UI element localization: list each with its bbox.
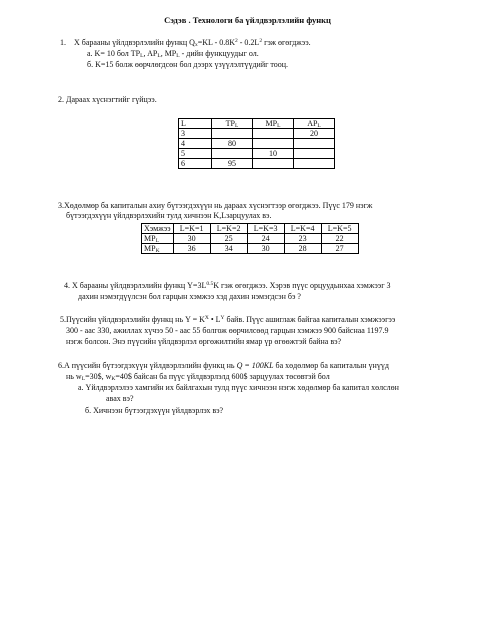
table-cell: 34 xyxy=(210,244,247,254)
q1-sup1: 2 xyxy=(235,38,238,44)
table-cell xyxy=(212,149,253,159)
table-cell: 95 xyxy=(212,159,253,169)
q6-line2-pre: нь w xyxy=(66,372,82,381)
table-row xyxy=(179,139,335,149)
question-5-line-1 xyxy=(60,315,395,325)
q2-table xyxy=(178,118,335,169)
table-cell: 20 xyxy=(294,129,335,139)
q3-header-cell: L=K=1 xyxy=(173,224,210,234)
q2-header-cell: $MP_L$ xyxy=(253,119,294,129)
q3-header-cell: L=K=5 xyxy=(321,224,358,234)
q2-header-row xyxy=(179,119,335,129)
q1-a-pre: a. K= 10 бол TP xyxy=(87,49,141,58)
table-cell: 3 xyxy=(179,129,212,139)
table-cell: 24 xyxy=(247,234,284,244)
table-cell: 4 xyxy=(179,139,212,149)
q5-pre: 5.Пүүсийн үйлдвэрлэлийн функц нь Y = K xyxy=(60,315,205,324)
table-cell: 10 xyxy=(253,149,294,159)
table-cell: 5 xyxy=(179,149,212,159)
q6-post: ба хөдөлмөр ба капиталын үнүүд xyxy=(273,361,389,370)
q1-sub-x: x xyxy=(194,42,198,48)
question-6-line-1 xyxy=(58,361,389,371)
table-cell: 27 xyxy=(321,244,358,254)
table-cell: 28 xyxy=(284,244,321,254)
q5-sup1: X xyxy=(204,315,209,321)
q1-a-post: - дийн функцуудыг ол. xyxy=(179,49,259,58)
q5-post: байв. Пүүс ашиглаж байгаа капиталын хэмжээгээ xyxy=(224,315,396,324)
q4-pre: 4. Х барааны үйлдвэрлэлийн функц Y=3L xyxy=(64,281,207,290)
q6-part-b: б. Хичнээн бүтээгдэхүүн үйлдвэрлэх вэ? xyxy=(85,406,224,415)
q6-pre: 6.А пүүсийн бүтээгдэхүүн үйлдвэрлэлийн функц нь xyxy=(58,361,237,370)
q2-header-cell: $TP_L$ xyxy=(212,119,253,129)
row-label: $MP_L$ xyxy=(142,234,174,244)
question-4-line-2: дахин нэмэгдүүлсэн бол гарцын хэмжээ хэд дахин нэмэгдсэн бэ ? xyxy=(78,292,301,301)
table-cell xyxy=(253,159,294,169)
table-row xyxy=(179,129,335,139)
question-5-line-2: 300 - аас 330, ажиллах хүчээ 50 - аас 55 болгож өөрчилсөөд гарцын хэмжээ 900 байснаа 1197.9 xyxy=(66,326,389,335)
table-cell: 23 xyxy=(284,234,321,244)
q3-header-cell: L=K=3 xyxy=(247,224,284,234)
question-3-line-2: бүтээгдэхүүн үйлдвэрлэхийн тулд хичнээн K,Lзарцуулах вэ. xyxy=(66,211,272,220)
table-cell: 22 xyxy=(321,234,358,244)
table-cell: 36 xyxy=(173,244,210,254)
q1-text-post: гэж өгөгджээ. xyxy=(262,38,311,47)
table-cell xyxy=(212,129,253,139)
table-row xyxy=(142,234,359,244)
q6-line2-sub1: L xyxy=(81,376,86,382)
q4-sup: 0.5 xyxy=(206,281,214,287)
q3-table xyxy=(141,223,359,254)
question-6-line-2 xyxy=(66,372,330,382)
q5-mid: • L xyxy=(208,315,221,324)
question-2: 2. Дараах хүснэгтийг гүйцээ. xyxy=(58,95,157,104)
q1-a-sub2: L xyxy=(157,53,161,59)
q6-line2-sub2: K xyxy=(111,376,116,382)
question-5-line-3: нэгж болсон. Энэ пүүсийн үйлдвэрлэл өргөжилтийн ямар үр өгөөжтэй байна вэ? xyxy=(66,337,342,346)
page-title: Сэдэв . Технологи ба үйлдвэрлэлийн функц xyxy=(164,15,331,25)
q3-header-row xyxy=(142,224,359,234)
q6-line2-mid: =30$, w xyxy=(85,372,112,381)
table-row xyxy=(179,159,335,169)
q1-text-pre: Х барааны үйлдвэрлэлийн функц Q xyxy=(74,38,195,47)
q1-a-sub3: L xyxy=(176,53,180,59)
question-4-line-1 xyxy=(64,281,391,291)
table-row xyxy=(179,149,335,159)
q1-part-a xyxy=(87,49,259,59)
q4-post: K гэж өгөгджээ. Хэрэв пүүс орцуудынхаа хэмжээг 3 xyxy=(213,281,391,290)
q1-a-mid1: , AP xyxy=(143,49,158,58)
question-1 xyxy=(60,38,311,48)
q5-sup2: Y xyxy=(220,315,225,321)
q1-a-mid2: , MP xyxy=(160,49,177,58)
row-label: $MP_K$ xyxy=(142,244,174,254)
table-cell xyxy=(253,129,294,139)
q6-formula: Q = 100KL xyxy=(236,361,274,370)
table-cell xyxy=(294,159,335,169)
table-cell: 30 xyxy=(247,244,284,254)
table-cell: 25 xyxy=(210,234,247,244)
q6-line2-post: =40$ байсан ба пүүс үйлдвэрлэлд 600$ зарцуулах төсөвтэй бол xyxy=(115,372,330,381)
q3-header-cell: L=K=2 xyxy=(210,224,247,234)
table-cell xyxy=(294,139,335,149)
q1-sup2: 2 xyxy=(259,38,263,44)
table-cell xyxy=(253,139,294,149)
table-cell xyxy=(294,149,335,159)
q1-text-mid1: =KL - 0.8K xyxy=(197,38,236,47)
q6-part-a-line-2: авах вэ? xyxy=(106,394,134,403)
q6-part-a-line-1: a. Үйлдвэрлэлээ хамгийн их байлгахын тулд пүүс хичнээн нэгж хөдөлмөр ба капитал хөлслөн xyxy=(78,383,399,392)
q1-a-sub1: L xyxy=(140,53,144,59)
q1-part-b: б. K=15 болж өөрчлөгдсөн бол дээрх үзүүлэлтүүдийг тооц. xyxy=(87,60,289,69)
q1-text-mid2: - 0.2L xyxy=(237,38,260,47)
q3-header-cell: L=K=4 xyxy=(284,224,321,234)
q3-header-cell: Хэмжээ xyxy=(142,224,174,234)
table-cell: 30 xyxy=(173,234,210,244)
table-cell: 80 xyxy=(212,139,253,149)
table-cell: 6 xyxy=(179,159,212,169)
q1-number: 1. xyxy=(60,38,66,47)
question-3-line-1: 3.Хөдөлмөр ба капиталын ахиу бүтээгдэхүүн нь дараах хүснэгтээр өгөгджээ. Пүүс 179 нэгж xyxy=(58,201,373,210)
q2-header-cell: $AP_L$ xyxy=(294,119,335,129)
q2-header-cell: L xyxy=(179,119,212,129)
table-row xyxy=(142,244,359,254)
